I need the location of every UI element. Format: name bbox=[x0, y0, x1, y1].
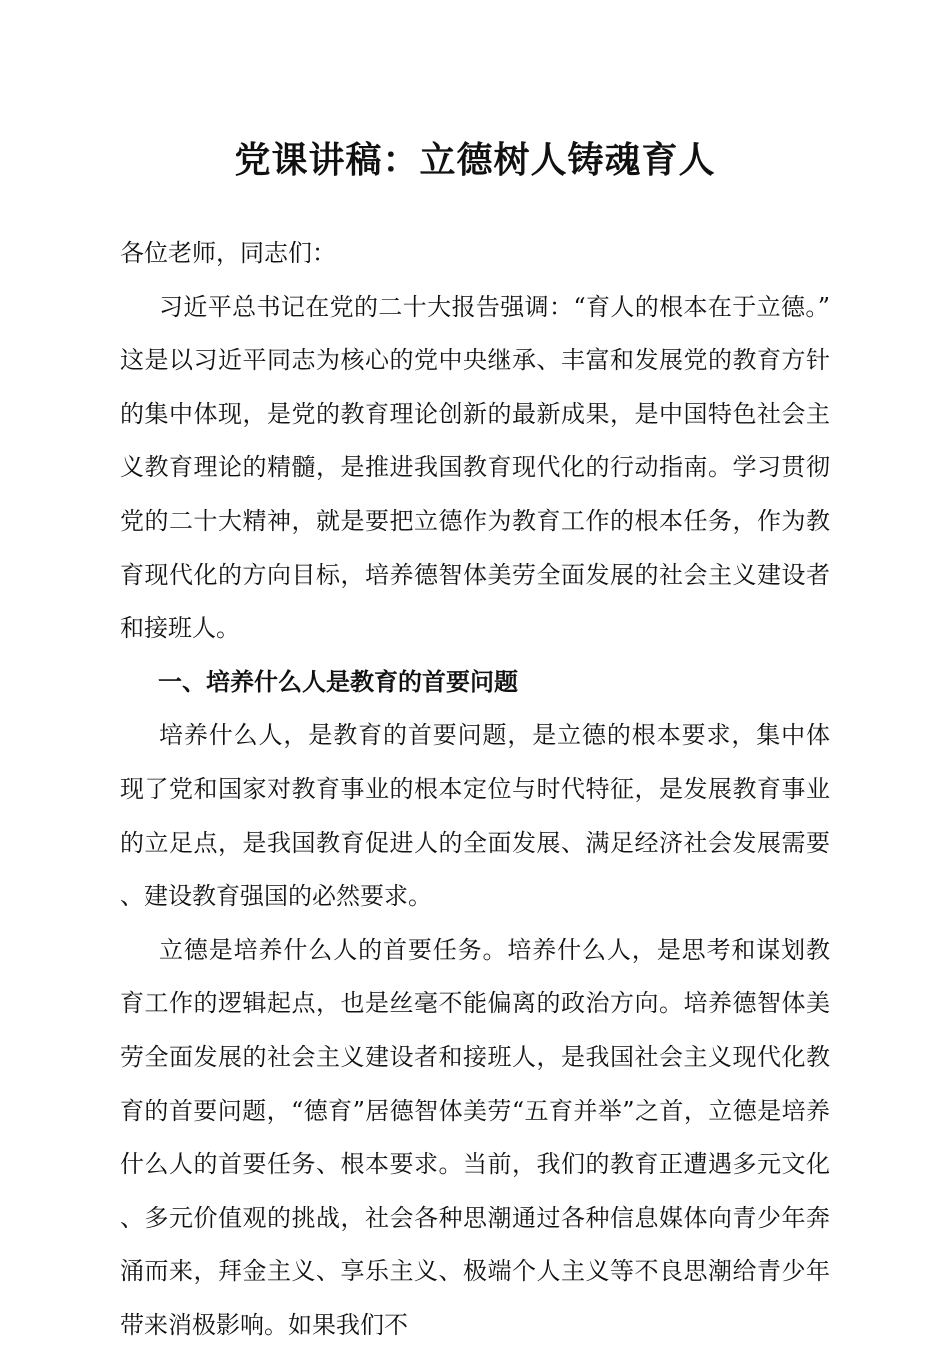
paragraph-section-1-b: 立德是培养什么人的首要任务。培养什么人，是思考和谋划教育工作的逻辑起点，也是丝毫不能偏离的政治方向。培养德智体美劳全面发展的社会主义建设者和接班人，是我国社会主义现代化教育的首要问题，“德育”居德智体美劳“五育并举”之首，立德是培养什么人的首要任务、根本要求。当前，我们的教育正遭遇多元文化、多元价值观的挑战，社会各种思潮通过各种信息媒体向青少年奔涌而来，拜金主义、享乐主义、极端个人主义等不良思潮给青少年带来消极影响。如果我们不 bbox=[120, 935, 830, 1339]
paragraph-intro: 习近平总书记在党的二十大报告强调：“育人的根本在于立德。”这是以习近平同志为核心的党中央继承、丰富和发展党的教育方针的集中体现，是党的教育理论创新的最新成果，是中国特色社会主义教育理论的精髓，是推进我国教育现代化的行动指南。学习贯彻党的二十大精神，就是要把立德作为教育工作的根本任务，作为教育现代化的方向目标，培养德智体美劳全面发展的社会主义建设者和接班人。 bbox=[120, 292, 830, 643]
paragraph-section-1-a: 培养什么人，是教育的首要问题，是立德的根本要求，集中体现了党和国家对教育事业的根本定位与时代特征，是发展教育事业的立足点，是我国教育促进人的全面发展、满足经济社会发展需要、建设教育强国的必然要求。 bbox=[120, 721, 830, 911]
document-title: 党课讲稿：立德树人铸魂育人 bbox=[234, 139, 716, 181]
document-body bbox=[120, 227, 830, 1352]
salutation: 各位老师，同志们： bbox=[120, 239, 336, 267]
section-heading-1: 一、培养什么人是教育的首要问题 bbox=[158, 667, 518, 696]
